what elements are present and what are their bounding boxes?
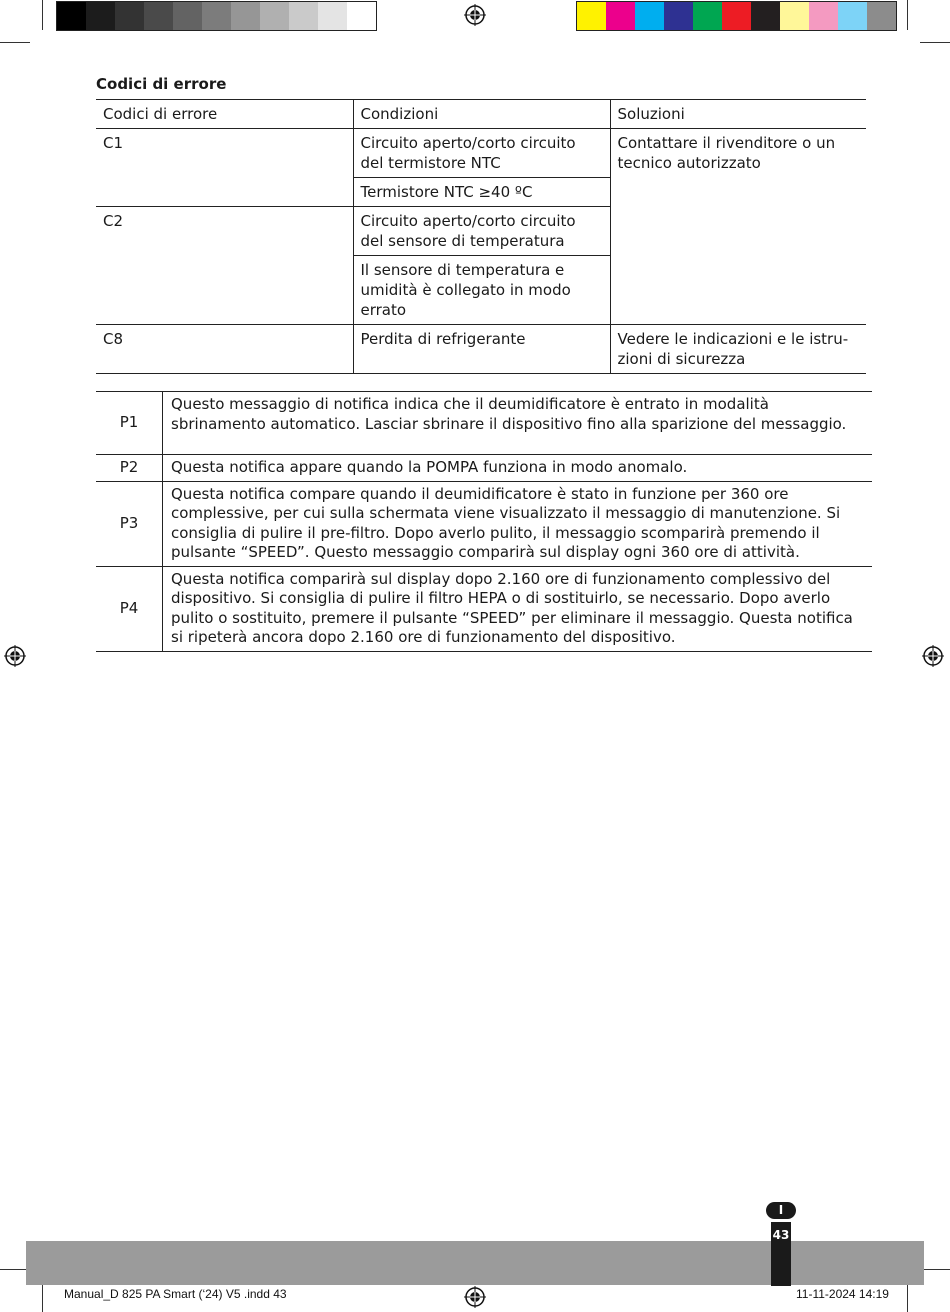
file-name: Manual_D 825 PA Smart (‘24) V5 .indd 43	[64, 1287, 287, 1301]
grayscale-color-bar	[56, 1, 377, 31]
table-row	[96, 455, 872, 482]
solution-cell: Contattare il rivenditore o un tecnico autorizzato	[610, 129, 866, 325]
condition-cell: Circuito aperto/corto circuito del sensore di temperatura	[353, 207, 610, 256]
registration-mark-icon	[464, 1286, 486, 1308]
color-swatch	[867, 2, 896, 30]
notification-code-cell: P1	[96, 392, 163, 455]
cmyk-color-bar	[576, 1, 897, 31]
notification-description-cell: Questa notifica appare quando la POMPA funziona in modo anomalo.	[163, 455, 873, 482]
table-row	[96, 129, 866, 178]
color-swatch	[577, 2, 606, 30]
color-swatch	[838, 2, 867, 30]
solution-cell: Vedere le indicazioni e le istru-zioni di sicurezza	[610, 325, 866, 374]
table-row	[96, 392, 872, 455]
error-codes-table	[96, 99, 866, 374]
registration-mark-icon	[464, 4, 486, 26]
table-header-row	[96, 100, 866, 129]
error-code-cell: C2	[96, 207, 353, 325]
language-badge: I	[766, 1202, 796, 1219]
page-number: 43	[771, 1222, 791, 1286]
color-swatch	[606, 2, 635, 30]
gray-swatch	[115, 2, 144, 30]
notification-code-cell: P4	[96, 566, 163, 651]
color-swatch	[722, 2, 751, 30]
error-code-cell: C1	[96, 129, 353, 207]
crop-mark	[907, 0, 908, 30]
notification-description-cell: Questo messaggio di notifica indica che il deumidificatore è entrato in modalità sbrinamento automatico. Lasciar sbrinare il dispositivo fino alla sparizione del messaggio.	[163, 392, 873, 455]
condition-cell: Il sensore di temperatura e umidità è collegato in modo errato	[353, 256, 610, 325]
color-swatch	[751, 2, 780, 30]
gray-swatch	[318, 2, 347, 30]
condition-cell: Termistore NTC ≥40 ºC	[353, 178, 610, 207]
gray-swatch	[289, 2, 318, 30]
column-header: Codici di errore	[96, 100, 353, 129]
table-row	[96, 481, 872, 566]
section-title: Codici di errore	[96, 75, 227, 93]
notification-description-cell: Questa notifica comparirà sul display dopo 2.160 ore di funzionamento complessivo del dispositivo. Si consiglia di pulire il filtro HEPA o di sostituirlo, se necessario. Dopo averlo pulito o sostituito, premere il pulsante “SPEED” per eliminare il messaggio. Questa notifica si ripeterà ancora dopo 2.160 ore di funzionamento del dispositivo.	[163, 566, 873, 651]
gray-swatch	[260, 2, 289, 30]
color-swatch	[780, 2, 809, 30]
crop-mark	[907, 1282, 908, 1312]
gray-swatch	[173, 2, 202, 30]
gray-swatch	[57, 2, 86, 30]
column-header: Soluzioni	[610, 100, 866, 129]
crop-mark	[920, 1269, 950, 1270]
notification-codes-table	[96, 391, 872, 652]
gray-swatch	[231, 2, 260, 30]
table-row	[96, 566, 872, 651]
color-swatch	[809, 2, 838, 30]
registration-mark-icon	[4, 645, 26, 667]
gray-swatch	[86, 2, 115, 30]
table-row	[96, 325, 866, 374]
print-date-time: 11-11-2024 14:19	[796, 1287, 889, 1301]
color-swatch	[635, 2, 664, 30]
registration-mark-icon	[922, 645, 944, 667]
gray-swatch	[144, 2, 173, 30]
notification-description-cell: Questa notifica compare quando il deumidificatore è stato in funzione per 360 ore complessive, per cui sulla schermata viene visualizzato il messaggio di manutenzione. Si consiglia di pulire il pre-filtro. Dopo averlo pulito, il messaggio scomparirà premendo il pulsante “SPEED”. Questo messaggio comparirà sul display ogni 360 ore di attività.	[163, 481, 873, 566]
column-header: Condizioni	[353, 100, 610, 129]
gray-swatch	[202, 2, 231, 30]
crop-mark	[0, 42, 30, 43]
crop-mark	[42, 1282, 43, 1312]
error-code-cell: C8	[96, 325, 353, 374]
crop-mark	[42, 0, 43, 30]
condition-cell: Circuito aperto/corto circuito del termistore NTC	[353, 129, 610, 178]
color-swatch	[693, 2, 722, 30]
crop-mark	[920, 42, 950, 43]
notification-code-cell: P3	[96, 481, 163, 566]
gray-swatch	[347, 2, 376, 30]
notification-code-cell: P2	[96, 455, 163, 482]
color-swatch	[664, 2, 693, 30]
condition-cell: Perdita di refrigerante	[353, 325, 610, 374]
